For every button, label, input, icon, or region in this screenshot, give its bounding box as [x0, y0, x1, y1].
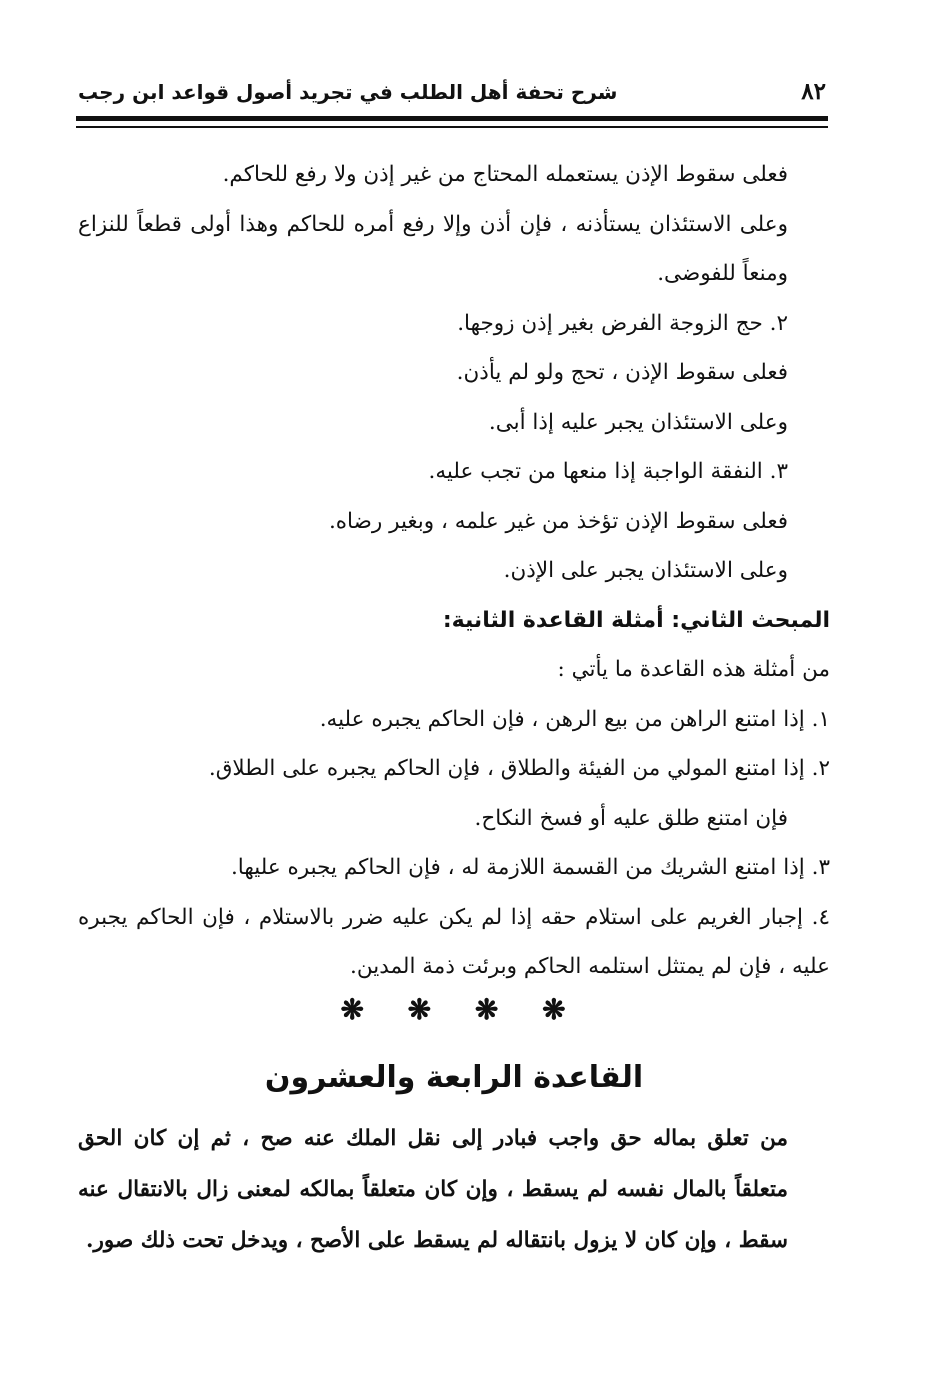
page-number: ٨٢ — [801, 78, 826, 105]
header-rule-thick — [76, 116, 828, 121]
star-separator — [78, 993, 830, 1026]
list-item: ٣. إذا امتنع الشريك من القسمة اللازمة له ، فإن الحاكم يجبره عليها. — [230, 855, 830, 880]
section-title: القاعدة الرابعة والعشرون — [264, 1060, 644, 1095]
star-icon: ❋ — [542, 993, 568, 1026]
paragraph-line: من أمثلة هذه القاعدة ما يأتي : — [557, 657, 830, 682]
rule-paragraph: من تعلق بماله حق واجب فبادر إلى نقل الملك عنه صح ، ثم إن كان الحق متعلقاً بالمال نفسه لم يسقط ، وإن كان متعلقاً بمالكه لمعنى زال بالانتقال عنه سقط ، وإن كان لا يزول بانتقاله لم يسقط على الأصح ، ويدخل تحت ذلك صور. — [78, 1126, 788, 1253]
paragraph-line: فعلى سقوط الإذن ، تحج ولو لم يأذن. — [456, 360, 788, 385]
list-item: ٣. النفقة الواجبة إذا منعها من تجب عليه. — [428, 459, 788, 484]
list-item: ٢. حج الزوجة الفرض بغير إذن زوجها. — [457, 310, 788, 336]
paragraph-line: فعلى سقوط الإذن تؤخذ من غير علمه ، وبغير رضاه. — [328, 508, 788, 534]
paragraph-line: فعلى سقوط الإذن يستعمله المحتاج من غير إذن ولا رفع للحاكم. — [222, 162, 788, 187]
page-header — [78, 78, 826, 105]
star-icon: ❋ — [407, 993, 434, 1026]
paragraph-line: وعلى الاستئذان يجبر على الإذن. — [503, 558, 788, 583]
rule-statement — [78, 1113, 830, 1266]
paragraph-line: وعلى الاستئذان يستأذنه ، فإن أذن وإلا رفع أمره للحاكم وهذا أولى قطعاً للنزاع ومنعاً للفوضى. — [78, 211, 788, 286]
star-icon: ❋ — [340, 993, 366, 1026]
paragraph-line: فإن امتنع طلق عليه أو فسخ النكاح. — [474, 805, 788, 831]
paragraph-line: وعلى الاستئذان يجبر عليه إذا أبى. — [488, 409, 788, 435]
list-item: ٢. إذا امتنع المولي من الفيئة والطلاق ، فإن الحاكم يجبره على الطلاق. — [208, 756, 830, 781]
star-icon: ❋ — [474, 993, 501, 1026]
list-item: ٤. إجبار الغريم على استلام حقه إذا لم يكن عليه ضرر بالاستلام ، فإن الحاكم يجبره عليه ، فإن لم يمتثل استلمه الحاكم وبرئت ذمة المدين. — [78, 904, 830, 979]
body-text — [78, 150, 830, 992]
list-item: ١. إذا امتنع الراهن من بيع الرهن ، فإن الحاكم يجبره عليه. — [319, 706, 830, 732]
header-rule-thin — [76, 126, 828, 128]
running-title: شرح تحفة أهل الطلب في تجريد أصول قواعد ابن رجب — [78, 80, 618, 104]
subheading: المبحث الثاني: أمثلة القاعدة الثانية: — [442, 607, 830, 633]
